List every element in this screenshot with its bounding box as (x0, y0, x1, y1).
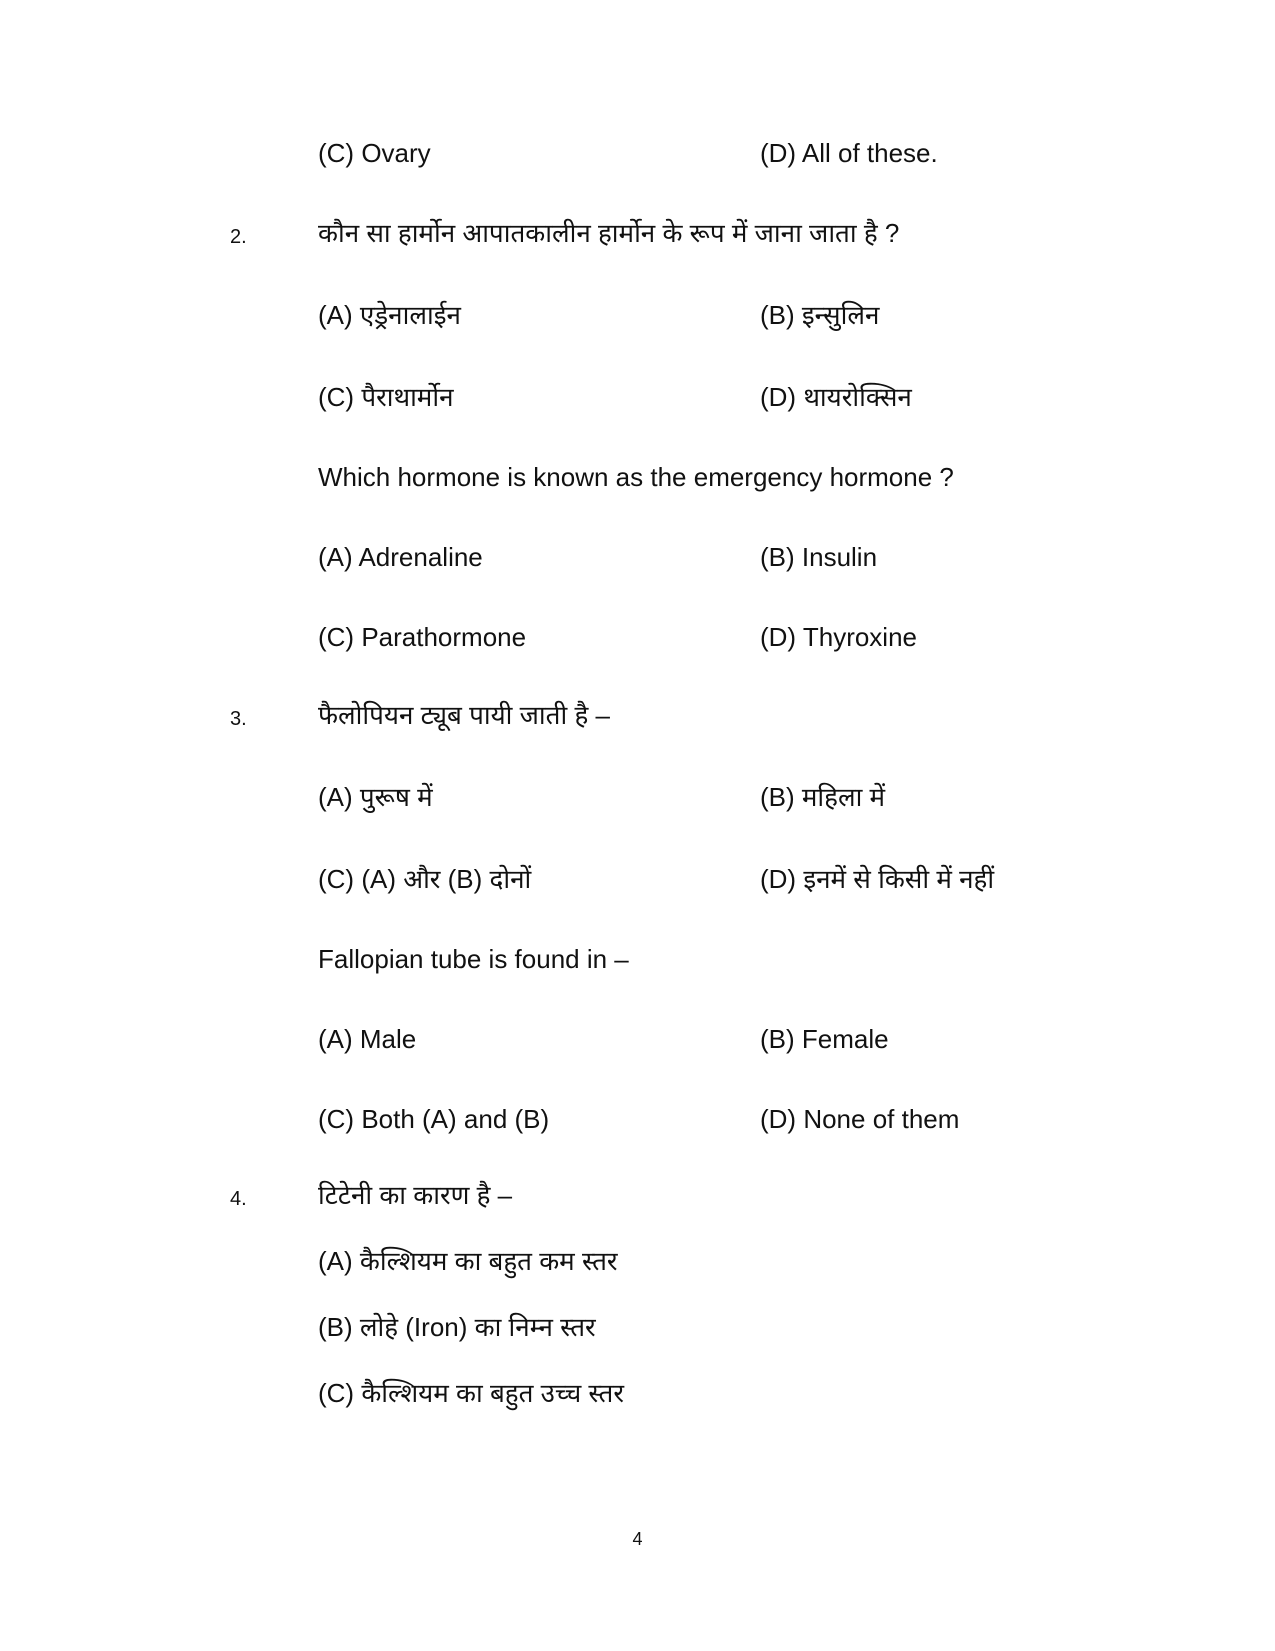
q3-question-english: Fallopian tube is found in – (318, 944, 629, 974)
q3-option-c-hindi: (C) (A) और (B) दोनों (318, 864, 532, 894)
q2-option-a-english: (A) Adrenaline (318, 542, 483, 572)
q2-option-c-english: (C) Parathormone (318, 622, 527, 652)
q3-question-hindi: फैलोपियन ट्यूब पायी जाती है – (318, 700, 610, 730)
q1-option-c: (C) Ovary (318, 138, 431, 168)
q3-number: 3. (230, 708, 247, 730)
q4-option-a-hindi: (A) कैल्शियम का बहुत कम स्तर (318, 1246, 618, 1276)
q2-option-b-english: (B) Insulin (760, 542, 878, 572)
q3-option-b-english: (B) Female (760, 1024, 889, 1054)
q4-number: 4. (230, 1188, 247, 1210)
q4-option-b-hindi: (B) लोहे (Iron) का निम्न स्तर (318, 1312, 596, 1342)
q2-option-c-hindi: (C) पैराथार्मोन (318, 382, 454, 412)
q2-number: 2. (230, 226, 247, 248)
q3-option-d-english: (D) None of them (760, 1104, 960, 1134)
q2-question-english: Which hormone is known as the emergency hormone ? (318, 462, 954, 492)
q2-option-a-hindi: (A) एड्रेनालाईन (318, 300, 461, 330)
q3-option-a-english: (A) Male (318, 1024, 417, 1054)
q2-option-b-hindi: (B) इन्सुलिन (760, 300, 880, 330)
q3-option-d-hindi: (D) इनमें से किसी में नहीं (760, 864, 995, 894)
q1-option-d: (D) All of these. (760, 138, 938, 168)
q3-option-c-english: (C) Both (A) and (B) (318, 1104, 550, 1134)
q3-option-b-hindi: (B) महिला में (760, 782, 886, 812)
q3-option-a-hindi: (A) पुरूष में (318, 782, 433, 812)
page-number: 4 (632, 1529, 643, 1549)
q4-question-hindi: टिटेनी का कारण है – (318, 1180, 513, 1210)
q2-option-d-hindi: (D) थायरोक्सिन (760, 382, 912, 412)
q4-option-c-hindi: (C) कैल्शियम का बहुत उच्च स्तर (318, 1378, 625, 1408)
q2-option-d-english: (D) Thyroxine (760, 622, 918, 652)
q2-question-hindi: कौन सा हार्मोन आपातकालीन हार्मोन के रूप में जाना जाता है ? (318, 218, 900, 248)
